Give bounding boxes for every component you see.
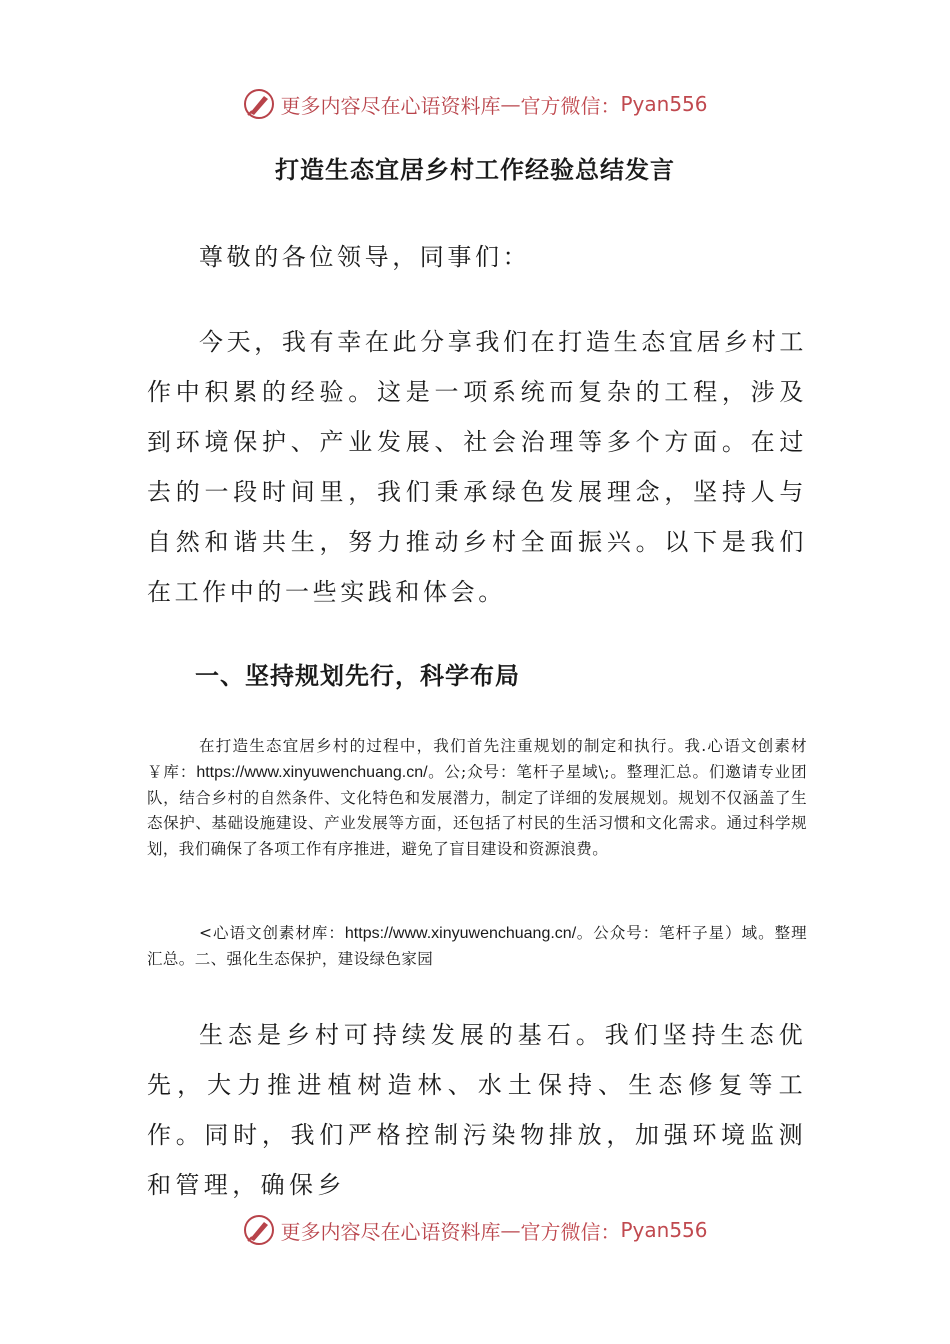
note-text-a: <心语文创素材库：: [199, 924, 345, 942]
watermark-banner-top: [0, 84, 950, 124]
greeting: 尊敬的各位领导，同事们：: [199, 243, 531, 271]
section-1-url: https://www.xinyuwenchuang.cn/: [196, 763, 428, 781]
watermark-dash: —: [500, 1218, 521, 1242]
note-url: https://www.xinyuwenchuang.cn/: [344, 925, 577, 942]
section-1-text-a: 在打造生态宜居乡村的过程中，我们首先注重规划的制定和执行。我.心语文创素材￥库：: [147, 737, 807, 781]
watermark-text: 更多内容尽在心语资料库: [280, 93, 501, 118]
watermark-dash: —: [500, 92, 521, 116]
watermark-wechat: Pyan556: [620, 1218, 708, 1242]
section-1-text-b: 。公;众号：笔杆子星域\;。整理汇总。们邀请专业团队，结合乡村的自然条件、文化特色和发展潜力，制定了详细的发展规划。规划不仅涵盖了生态保护、基础设施建设、产业发展等方面，还包括了村民的生活习惯和文化需求。通过科学规划，我们确保了各项工作有序推进，避免了盲目建设和资源浪费。: [147, 762, 808, 859]
watermark-text: 更多内容尽在心语资料库: [280, 1219, 501, 1244]
watermark-suffix: 官方微信：: [520, 1219, 621, 1244]
section-2-paragraph: 生态是乡村可持续发展的基石。我们坚持生态优先，大力推进植树造林、水土保持、生态修复等工作。同时，我们严格控制污染物排放，加强环境监测和管理，确保乡: [147, 1021, 807, 1199]
section-1-heading: 一、坚持规划先行，科学布局: [195, 662, 520, 690]
watermark-suffix: 官方微信：: [520, 93, 621, 118]
note-paragraph: [147, 921, 807, 973]
note-text-b: 。公众号：笔杆子星）域。整理汇总。二、强化生态保护，建设绿色家园: [147, 924, 807, 968]
quill-logo-icon: [242, 1213, 276, 1247]
watermark-banner-bottom: [0, 1210, 950, 1250]
watermark-wechat: Pyan556: [620, 92, 708, 116]
section-1-paragraph: [147, 734, 807, 863]
document-title: 打造生态宜居乡村工作经验总结发言: [275, 156, 675, 184]
intro-paragraph: 今天，我有幸在此分享我们在打造生态宜居乡村工作中积累的经验。这是一项系统而复杂的工程，涉及到环境保护、产业发展、社会治理等多个方面。在过去的一段时间里，我们秉承绿色发展理念，坚持人与自然和谐共生，努力推动乡村全面振兴。以下是我们在工作中的一些实践和体会。: [147, 328, 807, 606]
quill-logo-icon: [242, 87, 276, 121]
